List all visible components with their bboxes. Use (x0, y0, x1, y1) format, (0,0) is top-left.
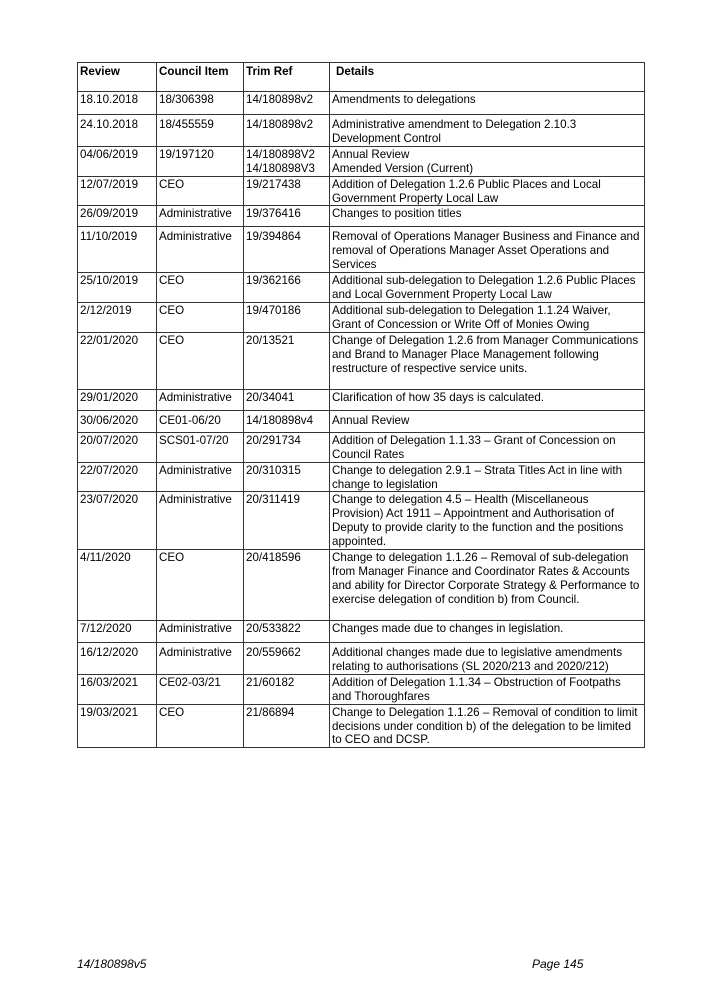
header-review: Review (78, 63, 157, 92)
header-trim-ref: Trim Ref (244, 63, 330, 92)
cell-details: Additional changes made due to legislative amendments relating to authorisations (SL 2020/213 and 2020/212) (330, 643, 645, 675)
cell-council-item: Administrative (157, 227, 244, 273)
cell-council-item: CEO (157, 704, 244, 748)
table-row (78, 389, 645, 410)
cell-trim-ref: 19/470186 (244, 302, 330, 332)
cell-details: Annual Review (330, 410, 645, 432)
cell-details: Annual Review Amended Version (Current) (330, 146, 645, 176)
footer-page-number: Page 145 (532, 957, 584, 971)
cell-details: Amendments to delegations (330, 92, 645, 115)
cell-trim-ref: 20/533822 (244, 621, 330, 643)
cell-details: Administrative amendment to Delegation 2.10.3 Development Control (330, 115, 645, 147)
cell-review-date: 2/12/2019 (78, 302, 157, 332)
cell-trim-ref: 19/376416 (244, 206, 330, 227)
cell-council-item: CEO (157, 302, 244, 332)
table-row (78, 115, 645, 147)
cell-review-date: 20/07/2020 (78, 432, 157, 462)
cell-council-item: CE02-03/21 (157, 674, 244, 704)
table-header-row (78, 63, 645, 92)
cell-details: Change to delegation 4.5 – Health (Miscellaneous Provision) Act 1911 – Appointment and Authorisation of Deputy to provide clarity to the function and the positions appointed. (330, 492, 645, 550)
cell-trim-ref: 20/291734 (244, 432, 330, 462)
cell-council-item: CEO (157, 332, 244, 389)
table-row (78, 332, 645, 389)
cell-details: Addition of Delegation 1.1.34 – Obstruction of Footpaths and Thoroughfares (330, 674, 645, 704)
cell-review-date: 18.10.2018 (78, 92, 157, 115)
table-row (78, 492, 645, 550)
cell-review-date: 19/03/2021 (78, 704, 157, 748)
cell-trim-ref: 19/394864 (244, 227, 330, 273)
table-row (78, 643, 645, 675)
cell-details: Change to Delegation 1.1.26 – Removal of condition to limit decisions under condition b) of the delegation to be limited to CEO and DCSP. (330, 704, 645, 748)
table-row (78, 674, 645, 704)
table-row (78, 206, 645, 227)
cell-council-item: 18/455559 (157, 115, 244, 147)
cell-review-date: 16/12/2020 (78, 643, 157, 675)
table-body (78, 92, 645, 748)
cell-trim-ref: 14/180898v2 (244, 92, 330, 115)
cell-review-date: 22/01/2020 (78, 332, 157, 389)
header-details: Details (330, 63, 645, 92)
cell-details: Addition of Delegation 1.2.6 Public Places and Local Government Property Local Law (330, 176, 645, 206)
cell-council-item: SCS01-07/20 (157, 432, 244, 462)
cell-details: Clarification of how 35 days is calculated. (330, 389, 645, 410)
cell-trim-ref: 14/180898v2 (244, 115, 330, 147)
cell-details: Change of Delegation 1.2.6 from Manager Communications and Brand to Manager Place Management following restructure of respective service units. (330, 332, 645, 389)
cell-review-date: 11/10/2019 (78, 227, 157, 273)
cell-review-date: 24.10.2018 (78, 115, 157, 147)
table-row (78, 621, 645, 643)
table-row (78, 410, 645, 432)
cell-review-date: 12/07/2019 (78, 176, 157, 206)
cell-trim-ref: 21/86894 (244, 704, 330, 748)
table-row (78, 273, 645, 303)
cell-details: Change to delegation 2.9.1 – Strata Titles Act in line with change to legislation (330, 462, 645, 492)
cell-council-item: Administrative (157, 621, 244, 643)
cell-trim-ref: 20/559662 (244, 643, 330, 675)
table-row (78, 704, 645, 748)
cell-review-date: 30/06/2020 (78, 410, 157, 432)
cell-details: Removal of Operations Manager Business and Finance and removal of Operations Manager Asset Operations and Services (330, 227, 645, 273)
cell-details: Additional sub-delegation to Delegation 1.1.24 Waiver, Grant of Concession or Write Off of Monies Owing (330, 302, 645, 332)
cell-council-item: CEO (157, 550, 244, 621)
cell-council-item: Administrative (157, 462, 244, 492)
table-row (78, 302, 645, 332)
cell-council-item: 18/306398 (157, 92, 244, 115)
cell-details: Changes to position titles (330, 206, 645, 227)
table-row (78, 462, 645, 492)
cell-review-date: 4/11/2020 (78, 550, 157, 621)
table-row (78, 176, 645, 206)
cell-trim-ref: 19/362166 (244, 273, 330, 303)
cell-review-date: 25/10/2019 (78, 273, 157, 303)
cell-details: Changes made due to changes in legislation. (330, 621, 645, 643)
cell-trim-ref: 20/311419 (244, 492, 330, 550)
table-row (78, 550, 645, 621)
table-row (78, 92, 645, 115)
cell-trim-ref: 20/310315 (244, 462, 330, 492)
cell-review-date: 29/01/2020 (78, 389, 157, 410)
cell-council-item: CE01-06/20 (157, 410, 244, 432)
cell-review-date: 04/06/2019 (78, 146, 157, 176)
cell-council-item: CEO (157, 273, 244, 303)
cell-council-item: Administrative (157, 492, 244, 550)
table-row (78, 227, 645, 273)
header-council-item: Council Item (157, 63, 244, 92)
cell-details: Change to delegation 1.1.26 – Removal of sub-delegation from Manager Finance and Coordinator Rates & Accounts and ability for Director Corporate Strategy & Performance to exercise delegation of condition b) from Council. (330, 550, 645, 621)
cell-trim-ref: 20/13521 (244, 332, 330, 389)
cell-trim-ref: 20/418596 (244, 550, 330, 621)
cell-review-date: 22/07/2020 (78, 462, 157, 492)
cell-review-date: 16/03/2021 (78, 674, 157, 704)
table-row (78, 432, 645, 462)
cell-trim-ref: 14/180898V2 14/180898V3 (244, 146, 330, 176)
cell-council-item: 19/197120 (157, 146, 244, 176)
cell-council-item: CEO (157, 176, 244, 206)
cell-details: Additional sub-delegation to Delegation 1.2.6 Public Places and Local Government Property Local Law (330, 273, 645, 303)
cell-review-date: 23/07/2020 (78, 492, 157, 550)
cell-trim-ref: 19/217438 (244, 176, 330, 206)
cell-review-date: 7/12/2020 (78, 621, 157, 643)
review-history-table (77, 62, 645, 748)
cell-council-item: Administrative (157, 643, 244, 675)
footer-document-reference: 14/180898v5 (77, 957, 147, 971)
table-row (78, 146, 645, 176)
cell-details: Addition of Delegation 1.1.33 – Grant of Concession on Council Rates (330, 432, 645, 462)
cell-trim-ref: 20/34041 (244, 389, 330, 410)
cell-review-date: 26/09/2019 (78, 206, 157, 227)
cell-trim-ref: 14/180898v4 (244, 410, 330, 432)
cell-council-item: Administrative (157, 389, 244, 410)
cell-council-item: Administrative (157, 206, 244, 227)
cell-trim-ref: 21/60182 (244, 674, 330, 704)
